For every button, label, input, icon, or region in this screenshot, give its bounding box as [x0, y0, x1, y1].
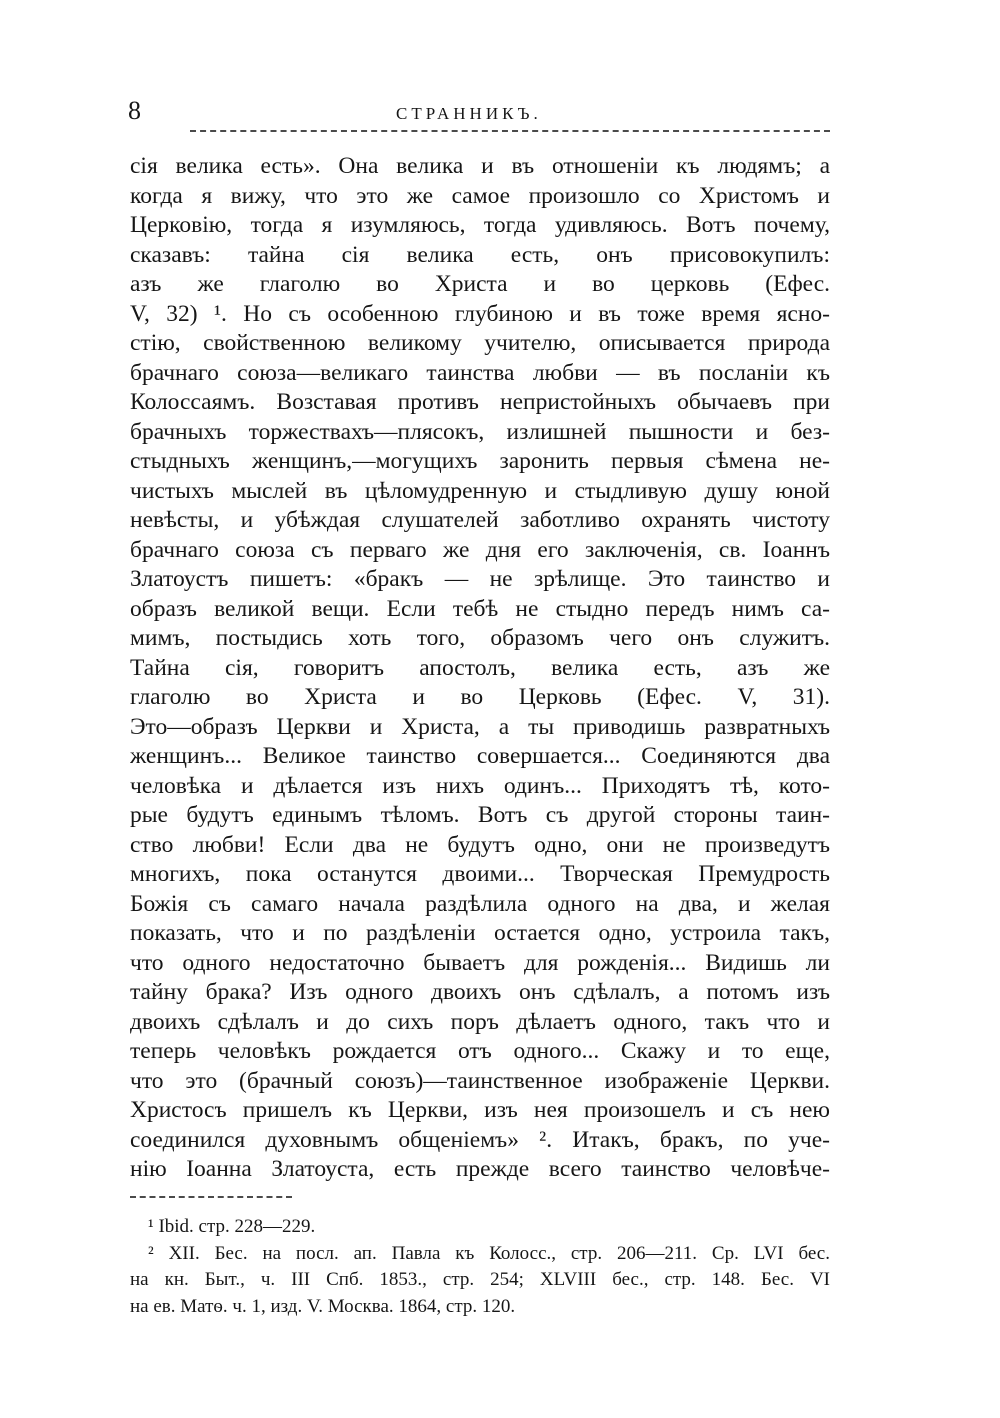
text-line: Церковію, тогда я изумляюсь, тогда удивляюсь. Вотъ почему, [130, 212, 830, 238]
text-line: брачныхъ торжествахъ—плясокъ, излишней пышности и без- [130, 418, 830, 445]
text-line: брачнаго союза съ перваго же дня его заключенія, св. Іоаннъ [130, 536, 830, 563]
text-line: рые будутъ единымъ тѣломъ. Вотъ съ другой стороны таин- [130, 802, 830, 828]
text-line: человѣка и дѣлается изъ нихъ одинъ... Приходятъ тѣ, кото- [130, 772, 830, 799]
footnotes [130, 1214, 830, 1320]
text-line: Божія съ самаго начала раздѣлила одного на два, и желая [130, 890, 830, 917]
text-line: чистыхъ мыслей въ цѣломудренную и стыдливую душу юной [130, 477, 830, 504]
text-line: сія велика есть». Она велика и въ отношеніи къ людямъ; а [130, 153, 830, 179]
text-line: стію, свойственною великому учителю, описывается природа [130, 330, 830, 356]
text-line: V, 32) ¹. Но съ особенною глубиною и въ тоже время ясно- [130, 300, 830, 327]
text-line: Тайна сія, говоритъ апостолъ, велика есть, азъ же [130, 654, 830, 681]
text-line: соединился духовнымъ общеніемъ» ². Итакъ, бракъ, по уче- [130, 1126, 830, 1153]
text-line: ство любви! Если два не будутъ одно, они не произведутъ [130, 831, 830, 858]
header-rule [190, 130, 830, 132]
footnote-1: ¹ Ibid. стр. 228—229. [148, 1216, 316, 1237]
text-line: женщинъ... Великое таинство совершается... Соединяются два [130, 743, 830, 769]
text-line: многихъ, пока останутся двоими... Творческая Премудрость [130, 861, 830, 887]
text-line: что одного недостаточно бываетъ для рожденія... Видишь ли [130, 949, 830, 976]
running-title: СТРАННИКЪ. [396, 104, 542, 123]
text-line: теперь человѣкъ рождается отъ одного... Скажу и то еще, [130, 1038, 830, 1064]
text-line: двоихъ сдѣлалъ и до сихъ поръ дѣлаетъ одного, такъ что и [130, 1008, 830, 1035]
text-line: невѣсты, и убѣждая слушателей заботливо охранять чистоту [130, 507, 830, 533]
text-line: азъ же глаголю во Христа и во церковь (Ефес. [130, 271, 830, 297]
text-line: нію Іоанна Златоуста, есть прежде всего таинство человѣче- [130, 1156, 830, 1182]
text-line: тайну брака? Изъ одного двоихъ онъ сдѣлалъ, а потомъ изъ [130, 979, 830, 1005]
text-line: мимъ, постыдись хоть того, образомъ чего онъ служитъ. [130, 625, 830, 651]
footnote-rule [130, 1196, 292, 1198]
footnote-2-line-3: на ев. Матѳ. ч. 1, изд. V. Москва. 1864, стр. 120. [130, 1295, 516, 1317]
text-line: показать, что и по раздѣленіи остается одно, устроила такъ, [130, 920, 830, 946]
text-line: сказавъ: тайна сія велика есть, онъ присовокупилъ: [130, 241, 830, 268]
footnote-2-line-2: на кн. Быт., ч. III Спб. 1853., стр. 254; XLVIII бес., стр. 148. Бес. VI [130, 1269, 830, 1290]
text-line: глаголю во Христа и во Церковь (Ефес. V, 31). [130, 684, 830, 710]
text-line: Колоссаямъ. Возставая противъ непристойныхъ обычаевъ при [130, 389, 830, 415]
text-line: брачнаго союза—великаго таинства любви — въ посланіи къ [130, 359, 830, 386]
page-number: 8 [128, 96, 141, 125]
footnote-2-line-1: ² XII. Бес. на посл. ап. Павла къ Колосс., стр. 206—211. Ср. LVI бес. [148, 1242, 830, 1264]
text-line: Это—образъ Церкви и Христа, а ты приводишь развратныхъ [130, 713, 830, 740]
body-text [130, 152, 830, 1185]
text-line: Златоустъ пишетъ: «бракъ — не зрѣлище. Это таинство и [130, 566, 830, 592]
text-line: образъ великой вещи. Если тебѣ не стыдно передъ нимъ са- [130, 595, 830, 622]
text-line: когда я вижу, что это же самое произошло со Христомъ и [130, 182, 830, 209]
text-line: что это (брачный союзъ)—таинственное изображеніе Церкви. [130, 1067, 830, 1094]
text-line: стыдныхъ женщинъ,—могущихъ заронить первыя сѣмена не- [130, 448, 830, 474]
text-line: Христосъ пришелъ къ Церкви, изъ нея произошелъ и съ нею [130, 1097, 830, 1123]
